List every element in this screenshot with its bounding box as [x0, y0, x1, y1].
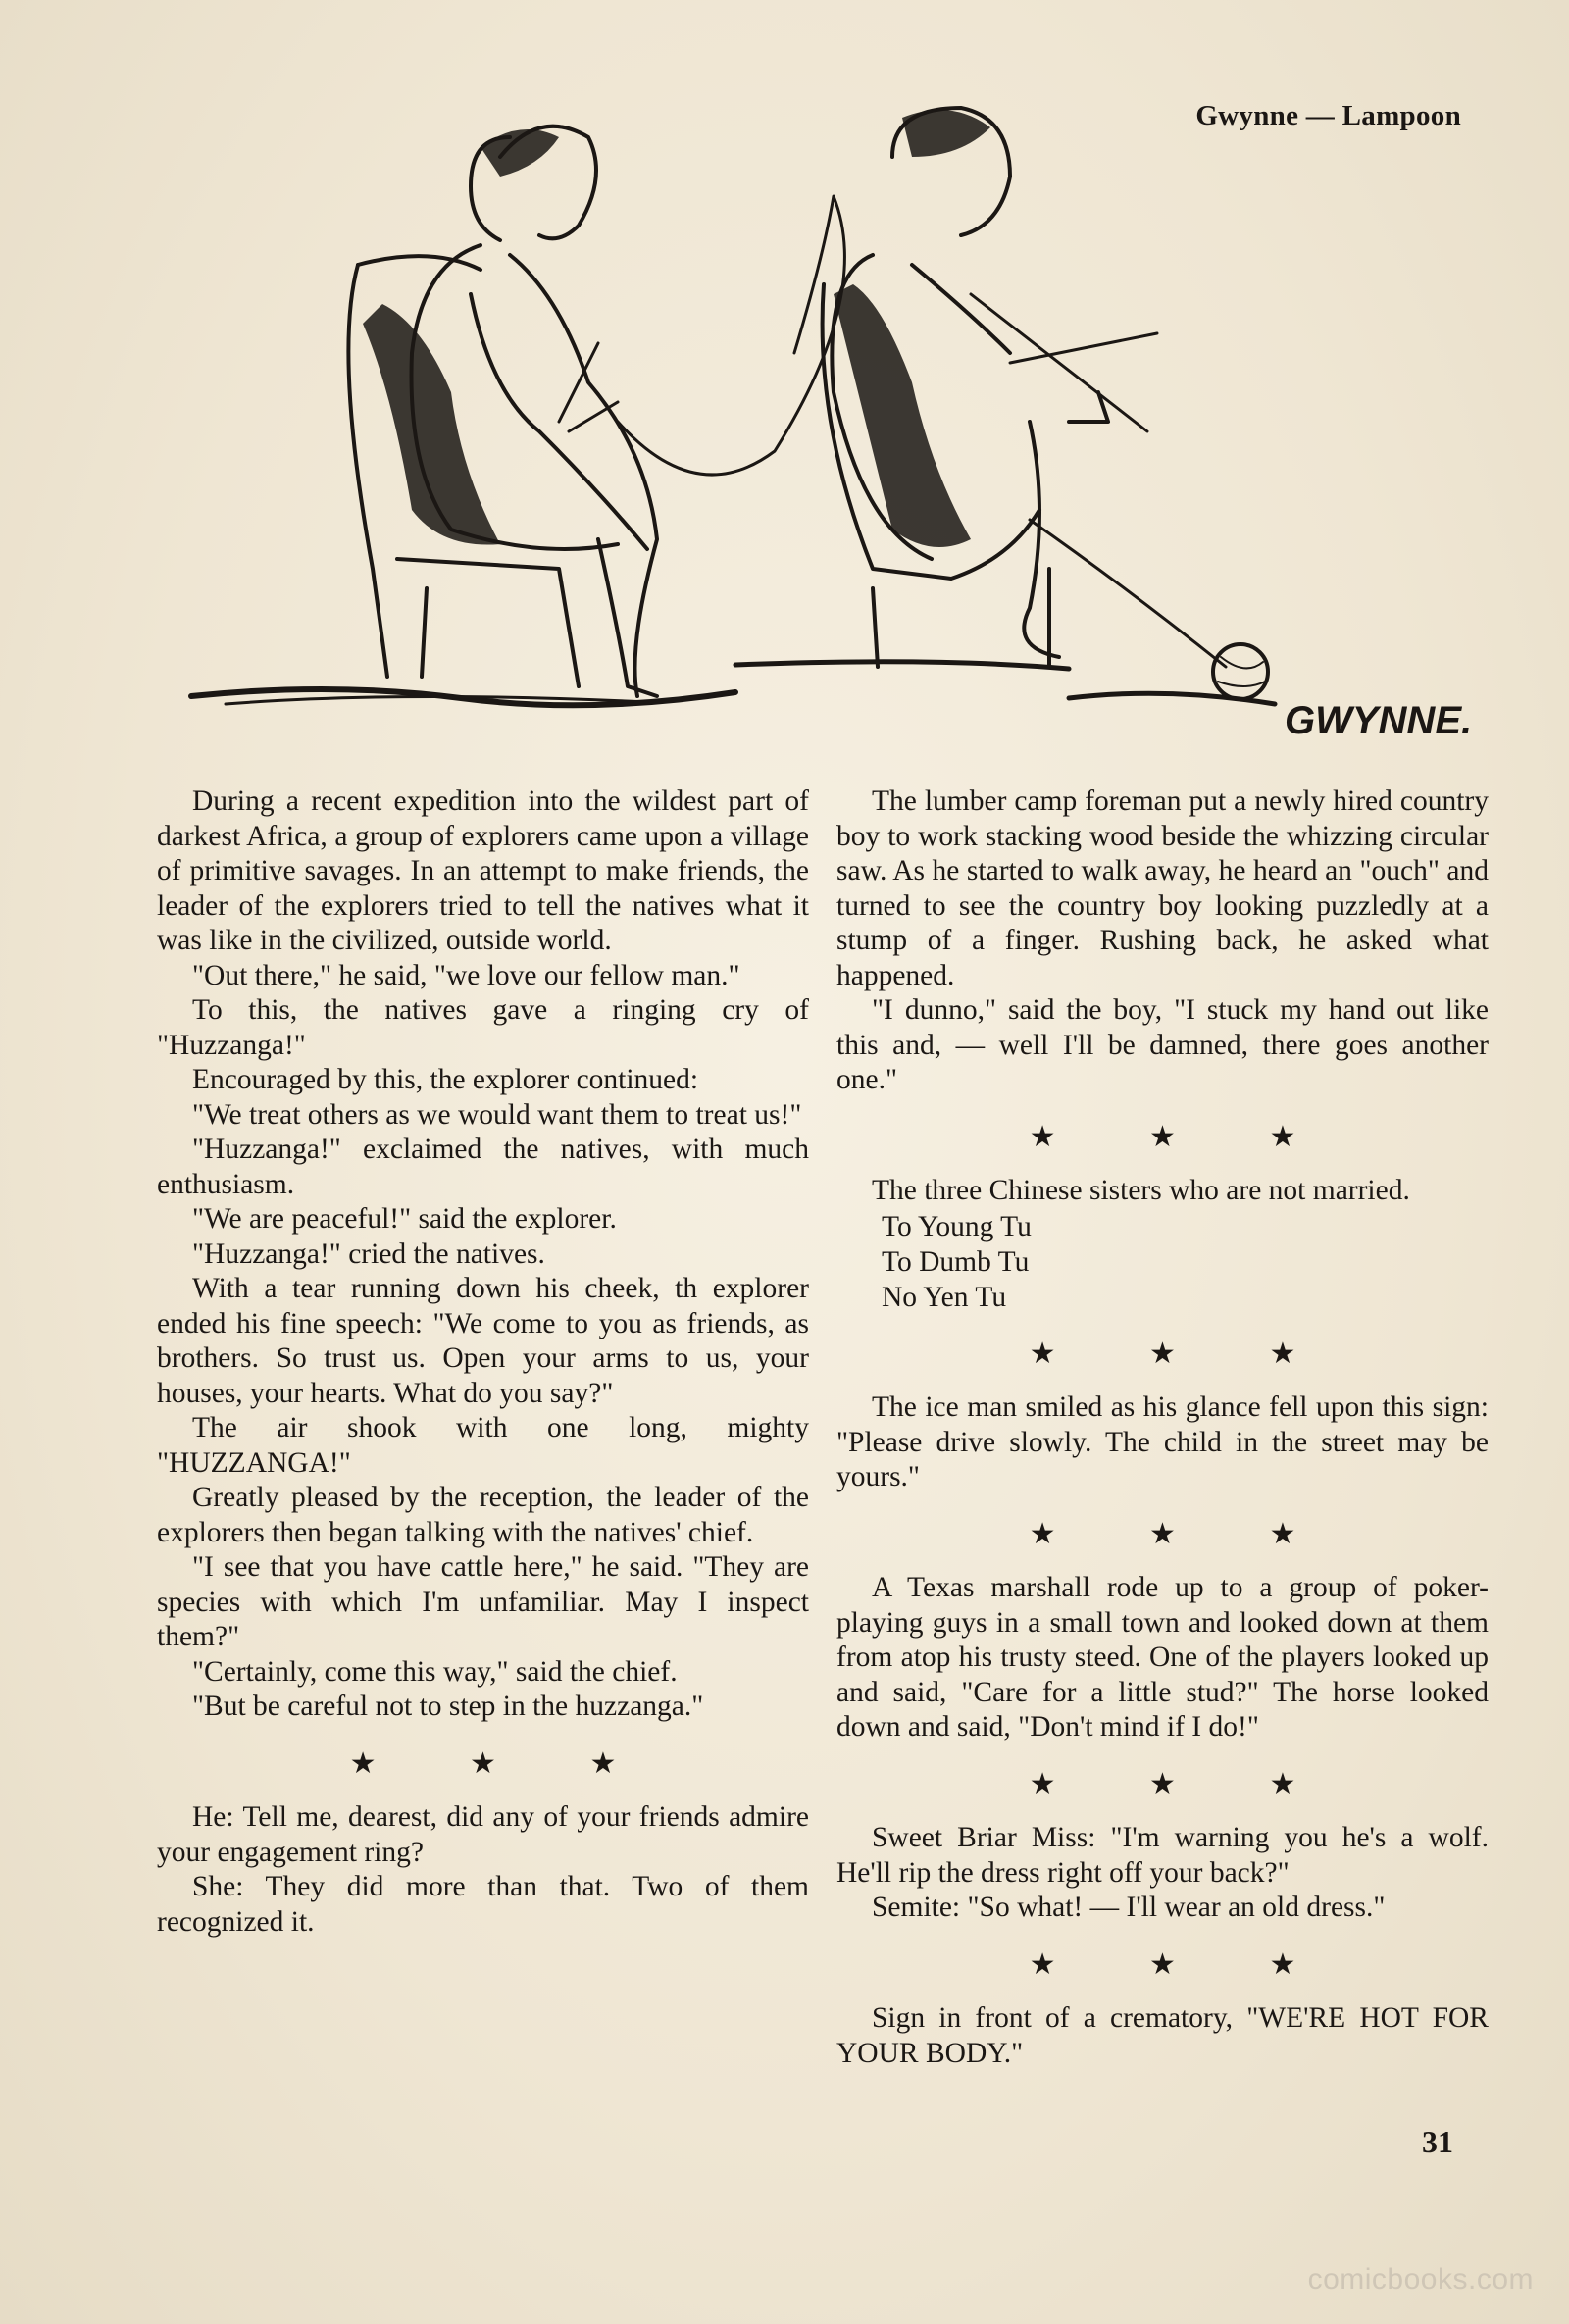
- paragraph: "Certainly, come this way," said the chief.: [192, 1655, 678, 1688]
- paragraph: To this, the natives gave a ringing cry of "Huzzanga!": [157, 994, 809, 1061]
- paragraph: "We are peaceful!" said the explorer.: [192, 1203, 617, 1235]
- paragraph: During a recent expedition into the wildest part of darkest Africa, a group of explorers came upon a village of primitive savages. In an attempt to make friends, the leader of the explorers tried to tell the natives what it was like in the civilized, outside world.: [157, 785, 809, 956]
- section-divider-stars: ★ ★ ★: [1029, 1947, 1340, 1981]
- poem: [882, 1209, 1489, 1315]
- paragraph: Sweet Briar Miss: "I'm warning you he's a wolf. He'll rip the dress right off your back?": [836, 1822, 1489, 1889]
- paragraph: The air shook with one long, mighty "HUZZANGA!": [157, 1412, 809, 1479]
- paragraph: "We treat others as we would want them to treat us!": [192, 1098, 802, 1131]
- section-divider-stars: ★ ★ ★: [1029, 1337, 1340, 1370]
- paragraph: "I see that you have cattle here," he said. "They are species with which I'm unfamiliar. May I inspect them?": [157, 1551, 809, 1652]
- paragraph: He: Tell me, dearest, did any of your friends admire your engagement ring?: [157, 1801, 809, 1868]
- paragraph: A Texas marshall rode up to a group of poker-playing guys in a small town and looked down at them from atop his trusty steed. One of the players looked up and said, "Care for a little stud?" The horse looked down and said, "Don't mind if I do!": [836, 1572, 1489, 1743]
- poem-line: No Yen Tu: [882, 1281, 1007, 1313]
- paragraph: Semite: "So what! — I'll wear an old dress.": [872, 1892, 1386, 1923]
- section-divider-stars: ★ ★ ★: [349, 1746, 660, 1780]
- paragraph: The three Chinese sisters who are not married.: [872, 1175, 1410, 1206]
- paragraph: The lumber camp foreman put a newly hired country boy to work stacking wood beside the whizzing circular saw. As he started to walk away, he heard an "ouch" and turned to see the country boy looking puzzledly at a stump of a finger. Rushing back, he asked what happened.: [836, 785, 1489, 991]
- paragraph: The ice man smiled as his glance fell upon this sign: "Please drive slowly. The child in the street may be yours.": [836, 1391, 1489, 1492]
- paragraph: "I dunno," said the boy, "I stuck my hand out like this and, — well I'll be damned, there goes another one.": [836, 994, 1489, 1095]
- paragraph: "Huzzanga!" cried the natives.: [192, 1238, 545, 1270]
- paragraph: "Out there," he said, "we love our fellow man.": [192, 959, 740, 991]
- section-divider-stars: ★ ★ ★: [1029, 1517, 1340, 1550]
- paragraph: She: They did more than that. Two of them recognized it.: [157, 1871, 809, 1938]
- poem-line: To Young Tu: [882, 1210, 1032, 1242]
- paragraph: With a tear running down his cheek, th explorer ended his fine speech: "We come to you as friends, as brothers. So trust us. Open your arms to us, your houses, your hearts. What do you say?": [157, 1273, 809, 1409]
- watermark: comicbooks.com: [1307, 2263, 1534, 2296]
- paragraph: "Huzzanga!" exclaimed the natives, with much enthusiasm.: [157, 1134, 809, 1200]
- left-column: [157, 784, 809, 1940]
- page-number: 31: [1422, 2124, 1453, 2159]
- paragraph: Sign in front of a crematory, "WE'RE HOT FOR YOUR BODY.": [836, 2002, 1489, 2069]
- right-column: [836, 784, 1489, 2071]
- paragraph: Encouraged by this, the explorer continued:: [192, 1064, 699, 1095]
- section-divider-stars: ★ ★ ★: [1029, 1767, 1340, 1800]
- running-head-text: Gwynne — Lampoon: [1195, 100, 1461, 131]
- paragraph: Greatly pleased by the reception, the leader of the explorers then began talking with the natives' chief.: [157, 1482, 809, 1548]
- cartoon-illustration: [186, 98, 1500, 765]
- poem-line: To Dumb Tu: [882, 1245, 1030, 1278]
- artist-signature: GWYNNE.: [1285, 699, 1473, 742]
- paragraph: "But be careful not to step in the huzzanga.": [192, 1691, 704, 1722]
- section-divider-stars: ★ ★ ★: [1029, 1120, 1340, 1153]
